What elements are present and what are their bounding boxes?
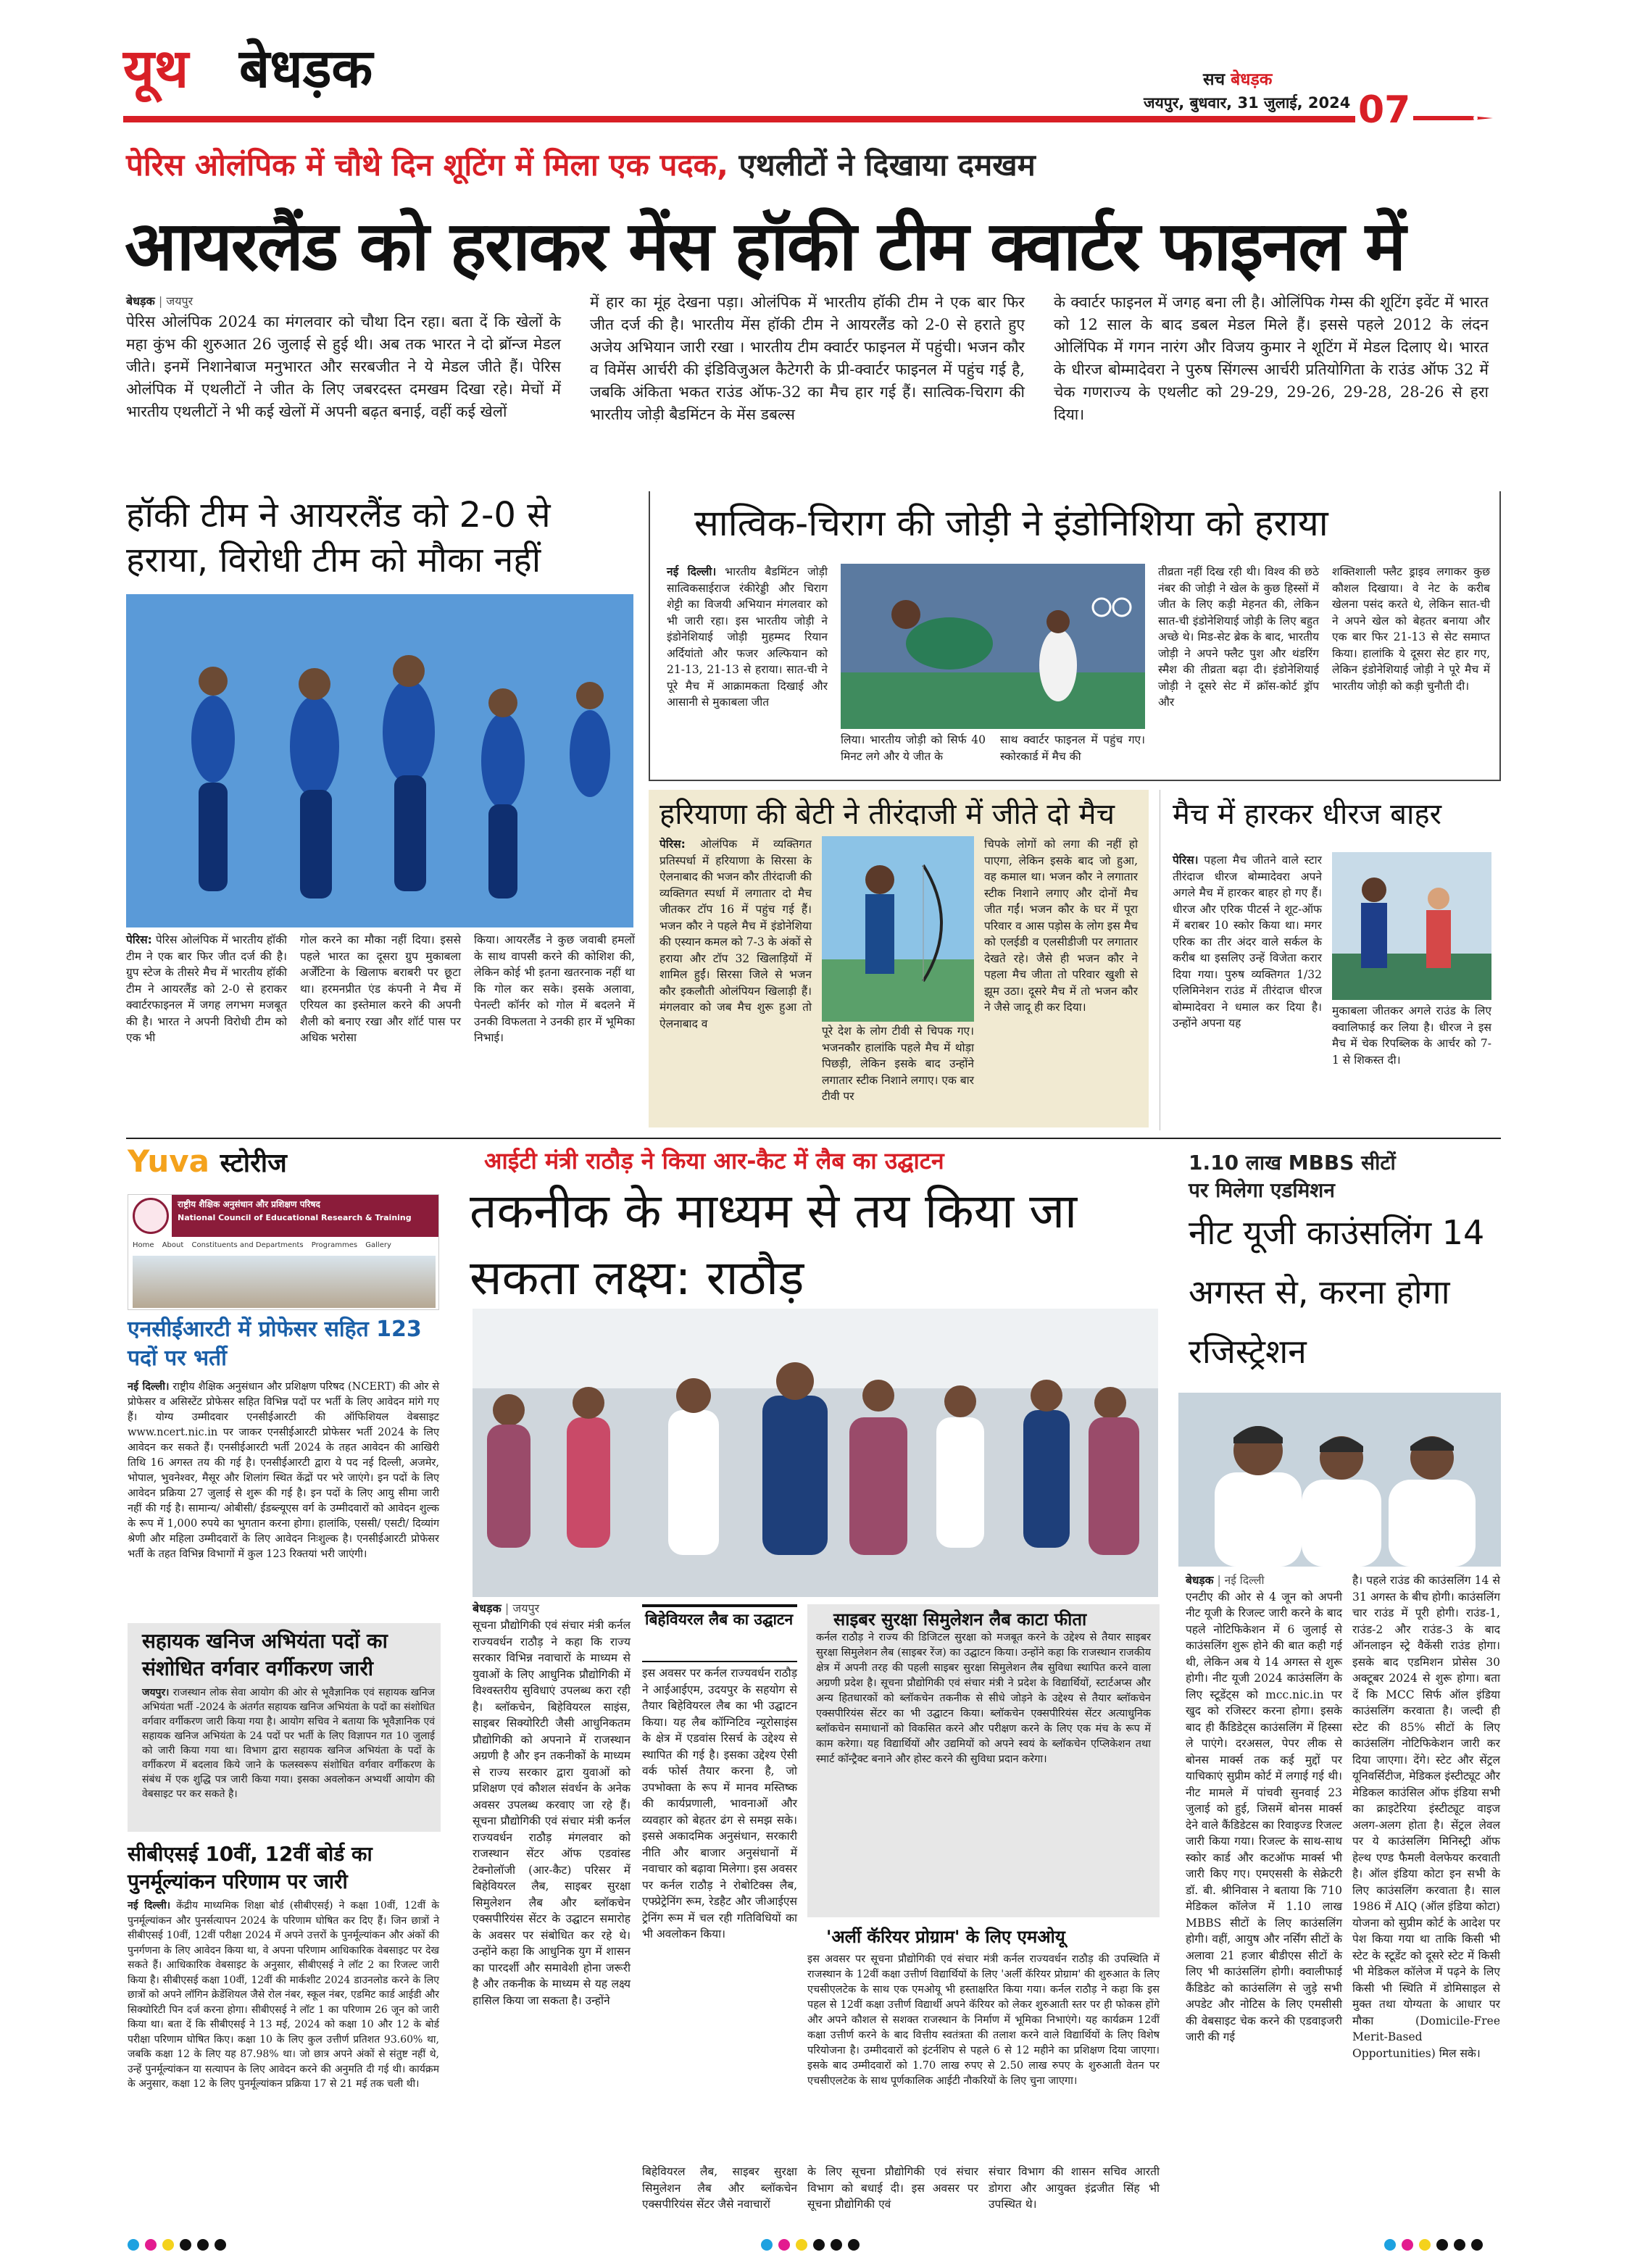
paper-name: सच बेधड़क xyxy=(1203,70,1273,89)
dhiraj-col-2: मुकाबला जीतकर अगले राउंड के लिए क्वालिफाई कर लिया है। धीरज ने इस मैच में चेक रिपब्लिक के आर्चर को 7-1 से शिकस्त दी। xyxy=(1332,1004,1491,1067)
ncert-nav xyxy=(133,1241,437,1249)
hockey-headline: हॉकी टीम ने आयरलैंड को 2-0 से हराया, विरोधी टीम को मौका नहीं xyxy=(126,495,551,580)
color-registration-marks-left xyxy=(128,2239,232,2254)
neet-col-1: बेधड़क | नई दिल्ली एनटीए की ओर से 4 जून को अपनी नीट यूजी के रिजल्ट जारी करने के बाद पहले नोटिफिकेशन में 6 जुलाई से काउंसलिंग शुरू होने की बात कही गई थी, लेकिन अब ये 14 अगस्त से शुरू होगी। नीट यूजी 2024 काउंसलिंग के लिए स्टूडेंट्स को mcc.nic.in पर खुद को रजिस्टर करना होगा। इसके बाद ही कैंडिडेट्स काउंसलिंग में हिस्सा ले पाएंगे। दरअसल, पेपर लीक से बोनस मार्क्स तक कई मुद्दों पर याचिकाएं सुप्रीम कोर्ट में लगाई गई थी। नीट मामले में पांचवी सुनवाई 23 जुलाई को हुई, जिसमें बोनस मार्क्स देने वाले कैंडिडेटस का रिवाइज्ड रिजल्ट जारी किया गया। रिजल्ट के साथ-साथ स्कोर कार्ड और कटऑफ मार्क्स भी जारी किए गए। एमएससी के सेक्रेटरी डॉ. बी. श्रीनिवास ने बताया कि 710 मेडिकल कॉलेज में 1.10 लाख MBBS सीटों के लिए काउंसलिंग होगी। वहीं, आयुष और नर्सिंग सीटों के अलावा 21 हजार बीडीएस सीटों के लिए भी काउंसलिंग होगी। क्वालीफाई कैंडिडेट को काउंसलिंग से जुड़े सभी अपडेट और नोटिस के लिए एमसीसी की वेबसाइट चेक करने की एडवाइजरी जारी की गई xyxy=(1186,1574,1342,2043)
top-story-headline: आयरलैंड को हराकर मेंस हॉकी टीम क्वार्टर फाइनल में xyxy=(125,207,1405,286)
rathore-bottom-3: संचार विभाग की शासन सचिव आरती डोगरा और आयुक्त इंद्रजीत सिंह भी उपस्थित थे। xyxy=(989,2165,1160,2211)
archery-headline: हरियाणा की बेटी ने तीरंदाजी में जीते दो मैच xyxy=(659,798,1115,831)
rathore-bottom-2: के लिए सूचना प्रौद्योगिकी एवं संचार विभाग को बधाई दी। इस अवसर पर सूचना प्रौद्योगिकी एवं xyxy=(807,2165,978,2211)
cyber-title: साइबर सुरक्षा सिमुलेशन लैब काटा फीता xyxy=(833,1609,1087,1630)
dhiraj-headline: मैच में हारकर धीरज बाहर xyxy=(1173,798,1441,831)
ecp-body: इस अवसर पर सूचना प्रौद्योगिकी एवं संचार मंत्री कर्नल राज्यवर्धन राठौड़ की उपस्थिति में राजस्थान के 12वीं कक्षा उत्तीर्ण विद्यार्थियों के लिए 'अर्ली कॅरियर प्रोग्राम' की शुरुआत के लिए एचसीएलटेक के साथ एक एमओयू भी हस्ताक्षरित किया गया। कर्नल राठौड़ ने कहा कि इस पहल से 12वीं कक्षा उत्तीर्ण विद्यार्थी अपने कॅरियर को लेकर शुरुआती स्तर पर ही फोकस होंगे और अपने कौशल से सशक्त राजस्थान के निर्माण में भूमिका निभाएंगे। यह कार्यक्रम 12वीं कक्षा उत्तीर्ण करने के बाद वित्तीय स्वतंत्रता की तलाश करने वाले विद्यार्थियों के लिए विशेष परियोजना है। उम्मीदवारों को इंटर्नशिप से पहले 6 से 12 महीने का प्रशिक्षण दिया जाएगा। इसके बाद उम्मीदवारों को 1.70 लाख रुपए से 2.50 लाख रुपए के शुरुआती वेतन पर एचसीएलटेक के साथ पूर्णकालिक आईटी नौकरियों के लिए चुना जाएगा। xyxy=(807,1954,1160,2087)
ncert-body: नई दिल्ली। राष्ट्रीय शैक्षिक अनुसंधान और प्रशिक्षण परिषद (NCERT) की ओर से प्रोफेसर व असिस्टेंट प्रोफेसर सहित विभिन्न पदों पर भर्ती के लिए आवेदन मांगे गए हैं। योग्य उम्मीदवार एनसीईआरटी की ऑफिशियल वेबसाइट www.ncert.nic.in पर जाकर एनसीईआरटी प्रोफेसर भर्ती 2024 के लिए आवेदन कर सकते हैं। एनसीईआरटी भर्ती 2024 के तहत आवेदन की आखिरी तिथि 16 अगस्त तय की गई है। एनसीईआरटी द्वारा ये पद नई दिल्ली, अजमेर, भोपाल, भुवनेश्वर, मैसूर और शिलांग स्थित केंद्रों पर भरे जाएंगे। इन पदों के लिए आवेदन प्रक्रिया 27 जुलाई से शुरू की गई है। इन पदों के लिए आयु सीमा जारी नहीं की गई है। सामान्य/ ओबीसी/ ईडब्ल्यूएस वर्ग के उम्मीदवारों को आवेदन शुल्क के रूप में 1,000 रुपये का भुगतान करना होगा। हालांकि, एससी/ एसटी/ दिव्यांग श्रेणी और महिला उम्मीदवारों के लिए आवेदन निःशुल्क है। एनसीईआरटी प्रोफेसर भर्ती के तहत विभिन्न विभागों में कुल 123 रिक्तयां भरी जाएंगी। xyxy=(128,1381,440,1560)
badminton-photo xyxy=(841,564,1145,729)
hockey-col-2: गोल करने का मौका नहीं दिया। इससे पहले भारत का दूसरा ग्रुप मुकाबला अर्जेंटिना के खिलाफ बराबरी पर छूटा था। हरमनप्रीत एंड कंपनी ने मैच में एरियल का इस्तेमाल करने की अपनी शैली को बनाए रखा और शॉर्ट पास पर अधिक भरोसा xyxy=(300,933,461,1044)
ncert-nav-about[interactable]: About xyxy=(162,1241,184,1249)
rathore-bottom-1: बिहेवियरल लैब, साइबर सुरक्षा सिमुलेशन लैब और ब्लॉकचेन एक्सपीरियंस सेंटर जैसे नवाचारों xyxy=(642,2165,797,2211)
neet-photo xyxy=(1178,1393,1501,1567)
masthead-rule xyxy=(123,116,1355,122)
badminton-col-5: शक्तिशाली फ्लैट ड्राइव लगाकर कुछ कौशल दिखाया। वे नेट के करीब खेलना पसंद करते थे, लेकिन सात-ची ने अपने खेल को बेहतर बनाया और एक बार फिर 21-13 से सेट समाप्त किया। हालांकि ये दूसरा सेट हार गए, लेकिन इंडोनेशियाई जोड़ी ने पूरे मैच में भारतीय जोड़ी को कड़ी चुनौती दी। xyxy=(1332,565,1490,693)
ncert-title-bar: राष्ट्रीय शैक्षिक अनुसंधान और प्रशिक्षण परिषद National Council of Educational Research & Training xyxy=(172,1195,439,1237)
archery-col-2: पूरे देश के लोग टीवी से चिपक गए। भजनकौर हालांकि पहले मैच में थोड़ा पिछड़ी, लेकिन इसके बाद उन्होंने लगातार स्टीक निशाने लगाए। एक बार टीवी पर xyxy=(822,1025,974,1103)
rathore-kicker: आईटी मंत्री राठौड़ ने किया आर-कैट में लैब का उद्घाटन xyxy=(484,1147,944,1175)
rathore-byline: बेधड़क | जयपुर xyxy=(473,1601,540,1615)
top-story-kicker: पेरिस ओलंपिक में चौथे दिन शूटिंग में मिला एक पदक, एथलीटों ने दिखाया दमखम xyxy=(126,147,1036,183)
top-story-col-2: में हार का मूंह देखना पड़ा। ओलंपिक में भारतीय हॉकी टीम ने एक बार फिर जीत दर्ज की है। भारतीय मेंस हॉकी टीम ने आयरलैंड को 2-0 से हराते हुए अजेय अभियान जारी रखा । भारतीय टीम क्वार्टर फाइनल में पहुंची। भजन कौर व विमेंस आर्चरी की इंडिविजुअल कैटेगरी के प्री-क्वार्टर फाइनल में पहुंच गई है, जबकि अंकिता भकत राउंड ऑफ-32 का मैच हार गई हैं। सात्विक-चिराग की भारतीय जोड़ी बैडमिंटन के मेंस डबल्स xyxy=(590,293,1025,423)
badminton-col-3: साथ क्वार्टर फाइनल में पहुंच गए। स्कोरकार्ड में मैच की xyxy=(1000,733,1145,763)
top-story-col-3: के क्वार्टर फाइनल में जगह बना ली है। ओलिंपिक गेम्स की शूटिंग इवेंट में भारत को 12 साल के बाद डबल मेडल मिले हैं। इससे पहले 2012 के लंदन ओलिंपिक में गगन नारंग और विजय कुमार ने शूटिंग में मेडल दिलाए थे। भारत के धीरज बोम्मादेवरा ने पुरुष सिंगल्स आर्चरी प्रतियोगिता के राउंड ऑफ 32 में चेक गणराज्य के एथलीट को 29-29, 29-26, 29-28, 28-26 से हरा दिया। xyxy=(1054,293,1489,423)
ncert-nav-home[interactable]: Home xyxy=(133,1241,154,1249)
dateline: जयपुर, बुधवार, 31 जुलाई, 2024 xyxy=(1144,94,1351,112)
page-number: 07 xyxy=(1358,88,1411,132)
ecp-title: 'अर्ली कॅरियर प्रोग्राम' के लिए एमओयू xyxy=(826,1927,1065,1947)
ncert-nav-programmes[interactable]: Programmes xyxy=(311,1241,358,1249)
badminton-col-2: लिया। भारतीय जोड़ी को सिर्फ 40 मिनट लगे और ये जीत के xyxy=(841,733,986,763)
badminton-headline: सात्विक-चिराग की जोड़ी ने इंडोनिशिया को हराया xyxy=(694,502,1328,544)
cbse-body: नई दिल्ली। केंद्रीय माध्यमिक शिक्षा बोर्ड (सीबीएसई) ने कक्षा 10वीं, 12वीं के पुनर्मूल्यांकन और पुनर्सत्यापन 2024 के परिणाम घोषित कर दिए हैं। जिन छात्रों ने सीबीएसई 10वीं, 12वीं परीक्षा 2024 में अपने उत्तरों के पुनर्मूल्यांकन और अंकों की पुनर्गणना के लिए आवेदन किया था, वे अपना परिणाम आधिकारिक वेबसाइट पर देख सकते हैं। आधिकारिक वेबसाइट के अनुसार, सीबीएसई ने लॉट 2 का रिजल्ट जारी किया है। सीबीएसई कक्षा 10वीं, 12वीं की मार्कशीट 2024 डाउनलोड करने के लिए छात्रों को अपने लॉगिन क्रेडेंशियल जैसे रोल नंबर, स्कूल नंबर, एडमिट कार्ड आईडी और सिक्योरिटी पिन दर्ज करना होगा। सीबीएसई ने लॉट 1 का परिणाम 26 जून को जारी किया था। बता दें कि सीबीएसई ने 13 मई, 2024 को कक्षा 10 और 12 के बोर्ड परीक्षा परिणाम घोषित किए। कक्षा 10 के लिए कुल उत्तीर्ण प्रतिशत 93.60% था, जबकि कक्षा 12 के लिए यह 87.98% था। जो छात्र अपने अंकों से संतुष्ट नहीं थे, उन्हें पुनर्मूल्यांकन या सत्यापन के लिए आवेदन करने की अनुमति दी गई थी। कार्यक्रम के अनुसार, कक्षा 12 के लिए पुनर्मूल्यांकन प्रक्रिया 17 से 21 मई तक चली थी। xyxy=(128,1900,439,2090)
top-story-col-1: बेधड़क | जयपुर पेरिस ओलंपिक 2024 का मंगलवार को चौथा दिन रहा। बता दें कि खेलों के महा कुंभ की शुरुआत 26 जुलाई से हुई थी। अब तक भारत ने दो ब्रॉन्ज मेडल जीते। इनमें निशानेबाज मनुभारत और सरबजीत ने ये मेडल जीते हैं। पेरिस ओलंपिक में एथलीटों ने जीत के लिए जबरदस्त दमखम दिखा रहे। मेचों में भारतीय एथलीटों ने भी कई खेलों में अपनी बढ़त बनाई, वहीं कई खेलों xyxy=(126,294,561,420)
cyber-body: कर्नल राठौड़ ने राज्य की डिजिटल सुरक्षा को मजबूत करने के उद्देश्य से तैयार साइबर सुरक्षा सिमुलेशन लैब (साइबर रेंज) का उद्घाटन किया। उन्होंने कहा कि राजस्थान राजकीय क्षेत्र में अपनी तरह की पहली साइबर सुरक्षा सिमुलेशन लैब सुविधा स्थापित करने वाला अग्रणी प्रदेश है। सूचना प्रौद्योगिकी एवं संचार मंत्री ने प्रदेश के विद्यार्थियों, स्टार्टअप्स और अन्य हितधारकों को ब्लॉकचेन तकनीक से सीधे जोड़ने के उद्देश्य से तैयार ब्लॉकचेन एक्सपीरियंस सेंटर का भी उद्घाटन किया। ब्लॉकचेन एक्सपीरियंस सेंटर अत्याधुनिक ब्लॉकचेन समाधानों को विकसित करने और परीक्षण करने के लिए एक मंच के रूप में काम करेगा। यह विद्यार्थियों और उद्यमियों को अपने स्वयं के ब्लॉकचेन एप्लिकेशन तथा स्मार्ट कॉन्ट्रैक्ट बनाने और होस्ट करने की सुविधा प्रदान करेगा। xyxy=(816,1632,1151,1765)
pen-nib-icon xyxy=(1413,109,1493,128)
ncert-screenshot xyxy=(128,1194,439,1310)
neet-kicker: 1.10 लाख MBBS सीटों पर मिलेगा एडमिशन xyxy=(1189,1151,1396,1202)
ncert-nav-departments[interactable]: Constituents and Departments xyxy=(191,1241,304,1249)
archery-col-1: पेरिस: ओलंपिक में व्यक्तिगत प्रतिस्पर्धा में हरियाणा के सिरसा के ऐलनाबाद की भजन कौर तीरंदाजी की व्यक्तिगत स्पर्धा में लगातार दो मैच जीतकर टॉप 16 में पहुंच गई हैं। भजन कौर ने पहले मैच में इंडोनेशिया की एस्यान कमल को 7-3 के अंकों से हराया और टॉप 32 खिलाड़ियों में शामिल हुईं। सिरसा जिले से भजन कौर इकलौती ओलंपियन खिलाड़ी हैं। मंगलवार को जब मैच शुरू हुआ तो ऐलनाबाद व xyxy=(659,838,812,1030)
ncert-headline: एनसीईआरटी में प्रोफेसर सहित 123 पदों पर भर्ती xyxy=(128,1317,422,1371)
color-registration-marks-center xyxy=(761,2239,865,2254)
ncert-logo xyxy=(133,1198,169,1234)
ncert-nav-gallery[interactable]: Gallery xyxy=(365,1241,391,1249)
hockey-photo xyxy=(126,594,633,927)
ncert-building-image xyxy=(133,1256,436,1308)
rathore-photo xyxy=(473,1309,1158,1597)
rathore-col-2: इस अवसर पर कर्नल राज्यवर्धन राठौड़ ने आईआईएम, उदयपुर के सहयोग से तैयार बिहेवियरल लैब का भी उद्घाटन किया। यह लैब कॉग्निटिव न्यूरोसाइंस के क्षेत्र में एडवांस रिसर्च के उद्देश्य से स्थापित की गई है। इसका उद्देश्य ऐसी वर्क फोर्स तैयार करना है, जो उपभोक्ता के रूप में मानव मस्तिष्क की कार्यप्रणाली, भावनाओं और व्यवहार को बेहतर ढंग से समझ सके। इससे अकादमिक अनुसंधान, सरकारी नीति और बाजार अनुसंधानों में नवाचार को बढ़ावा मिलेगा। इस अवसर पर कर्नल राठौड़ ने रोबोटिक्स लैब, एफ्प्रेट्रेनिंग रूम, रेडहैट और जीआईएस ट्रेनिंग रूम में चल रही गतिविधियों का भी अवलोकन किया। xyxy=(642,1667,797,1940)
rathore-headline: तकनीक के माध्यम से तय किया जा सकता लक्ष्य: राठौड़ xyxy=(470,1183,1078,1306)
archery-col-3: चिपके लोगों को लगा की नहीं हो पाएगा, लेकिन इसके बाद जो हुआ, वह कमाल था। भजन कौर ने लगातार स्टीक निशाने लगाए और दोनों मैच जीत गईं। भजन कौर के घर में पूरा परिवार व आस पड़ोस के लोग इस मैच को एलईडी व एलसीडीजी पर लगातार देखते रहे। जैसे ही भजन कौर ने पहला मैच जीता तो परिवार खुशी से झूम उठा। दूसरे मैच में तो भजन कौर ने जैसे जादू ही कर दिया। xyxy=(984,838,1138,1014)
badminton-col-1: नई दिल्ली। भारतीय बैडमिंटन जोड़ी सात्विकसाईराज रंकीरेड्डी और चिराग शेट्टी का विजयी अभियान मंगलवार को भी जारी रहा। इस भारतीय जोड़ी ने इंडोनेशियाई जोड़ी मुहम्मद रियान अर्दियांतो और फजर अल्फियान को 21-13, 21-13 से हराया। सात-ची ने पूरे मैच में आक्रामकता दिखाई और आसानी से मुकाबला जीत xyxy=(667,565,828,709)
section-title-dark: बेधड़क xyxy=(239,38,373,100)
dhiraj-photo xyxy=(1332,852,1491,1000)
rathore-col-2-title: बिहेवियरल लैब का उद्घाटन xyxy=(645,1611,794,1628)
section-divider xyxy=(126,1138,1501,1139)
hockey-col-3: किया। आयरलैंड ने कुछ जवाबी हमलों के साथ वापसी करने की कोशिश की, लेकिन कोई भी इतना खतरनाक नहीं था कि गोल कर सके। इसके अलावा, पेनल्टी कॉर्नर को गोल में बदलने में उनकी विफलता ने उनकी हार में भूमिका निभाई। xyxy=(474,933,635,1044)
cbse-headline: सीबीएसई 10वीं, 12वीं बोर्ड का पुनर्मूल्यांकन परिणाम पर जारी xyxy=(128,1842,373,1893)
yuva-label: Yuva स्टोरीज xyxy=(128,1143,287,1179)
neet-col-2: है। पहले राउंड की काउंसलिंग 14 से 31 अगस्त के बीच होगी। काउंसलिंग चार राउंड में पूरी होगी। राउंड-1, राउंड-2 और राउंड-3 के बाद ऑनलाइन स्ट्रे वैकेंसी राउंड होगा। इसके बाद एडमिशन प्रोसेस 30 अक्टूबर 2024 से शुरू होगा। बता दें कि MCC सिर्फ ऑल इंडिया काउंसलिंग करवाता है। जल्दी ही स्टेट की 85% सीटों के लिए काउंसलिंग नोटिफिकेशन जारी कर दिया जाएगा। देंगे। स्टेट और सेंट्रल यूनिवर्सिटीज, मेडिकल इंस्टीट्यूट और मेडिकल काउंसिल ऑफ इंडिया सभी का क्राइटेरिया इंस्टीट्यूट वाइज अलग-अलग होता है। सेंट्रल लेवल पर ये काउंसलिंग मिनिस्ट्री ऑफ हेल्थ एण्ड फैमली वेलफेयर करवाती है। ऑल इंडिया कोटा इन सभी के लिए काउंसलिंग करवाता है। साल 1986 में AIQ (ऑल इंडिया कोटा) योजना को सुप्रीम कोर्ट के आदेश पर पेश किया गया था ताकि किसी भी स्टेट के स्टूडेंट को दूसरे स्टेट में किसी भी मेडिकल कॉलेज में पढ़ने के लिए किसी भी स्थिति में डोमिसाइल से मुक्त तथा योग्यता के आधार पर मौका (Domicile-Free Merit-Based Opportunities) मिल सके। xyxy=(1352,1574,1500,2060)
rathore-col-1: सूचना प्रौद्योगिकी एवं संचार मंत्री कर्नल राज्यवर्धन राठौड़ ने कहा कि राज्य सरकार विभिन्न नवाचारों के माध्यम से युवाओं के लिए आधुनिक प्रौद्योगिकी में विश्वस्तरीय सुविधाएं उपलब्ध करा रही है। ब्लॉकचेन, बिहेवियरल साइंस, साइबर सिक्योरिटी जैसी आधुनिकतम प्रौद्योगिकी को अपनाने में राजस्थान अग्रणी है और इन तकनीकों के माध्यम से राज्य सरकार द्वारा युवाओं को प्रशिक्षण एवं कौशल संवर्धन के अनेक अवसर उपलब्ध करवाए जा रहे हैं। सूचना प्रौद्योगिकी एवं संचार मंत्री कर्नल राज्यवर्धन राठौड़ मंगलवार को राजस्थान सेंटर ऑफ एडवांस्ड टेक्नोलॉजी (आर-कैट) परिसर में बिहेवियरल लैब, साइबर सुरक्षा सिमुलेशन लैब और ब्लॉकचेन एक्सपीरियंस सेंटर के उद्घाटन समारोह के अवसर पर संबोधित कर रहे थे। उन्होंने कहा कि आधुनिक युग में शासन का पारदर्शी और समावेशी होना जरूरी है और तकनीक के माध्यम से यह लक्ष्य हासिल किया जा सकता है। उन्होंने xyxy=(473,1619,631,2007)
khanij-headline: सहायक खनिज अभियंता पदों का संशोधित वर्गवार वर्गीकरण जारी xyxy=(142,1629,388,1680)
color-registration-marks-right xyxy=(1384,2239,1489,2254)
neet-headline: नीट यूजी काउंसलिंग 14 अगस्त से, करना होगा रजिस्ट्रेशन xyxy=(1189,1213,1485,1371)
khanij-body: जयपुर। राजस्थान लोक सेवा आयोग की ओर से भूवैज्ञानिक एवं सहायक खनिज अभियंता भर्ती -2024 के अंतर्गत सहायक खनिज अभियंता के पदों का संशोधित वर्गवार वर्गीकरण जारी किया गया है। आयोग सचिव ने बताया कि भूवैज्ञानिक एवं सहायक खनिज अभियंता के 24 पदों पर भर्ती के लिए विज्ञापन गत 10 जुलाई को जारी किया गया था। विभाग द्वारा सहायक खनिज अभियंता के पदों के वर्गीकरण में बदलाव किये जाने के फलस्वरूप संशोधित वर्गवार वर्गीकरण के संबंध में एक शुद्धि पत्र जारी किया गया। इसका अवलोकन अभ्यर्थी आयोग की वेबसाइट पर कर सकते है। xyxy=(142,1687,435,1800)
hockey-col-1: पेरिस: पेरिस ओलंपिक में भारतीय हॉकी टीम ने एक बार फिर जीत दर्ज की है। ग्रुप स्टेज के तीसरे मैच में भारतीय हॉकी टीम ने आयरलैंड को 2-0 से हराकर क्वार्टरफाइनल में जगह लगभग मजबूत की है। भारत ने अपनी विरोधी टीम को एक भी xyxy=(126,933,287,1044)
dhiraj-col-1: पेरिस। पहला मैच जीतने वाले स्टार तीरंदाज धीरज बोम्मादेवरा अपने अगले मैच में हारकर बाहर हो गए हैं। धीरज और एरिक पीटर्स ने शूट-ऑफ में बराबर 10 स्कोर किया था। मगर एरिक का तीर अंदर वाले सर्कल के करीब था इसलिए उन्हें विजेता करार दिया गया। पुरुष व्यक्तिगत 1/32 एलिमिनेशन राउंड में तीरंदाज धीरज बोम्मादेवरा ने धमाल कर दिया है। उन्होंने अपना यह xyxy=(1173,854,1322,1030)
archery-photo xyxy=(822,836,974,1022)
badminton-col-4: तीव्रता नहीं दिख रही थी। विश्व की छठे नंबर की जोड़ी ने खेल के कुछ हिस्सों में जीत के लिए कड़ी मेहनत की, लेकिन सात-ची इंडोनेशियाई जोड़ी के लिए बहुत अच्छे थे। मिड-सेट ब्रेक के बाद, भारतीय जोड़ी ने अपने फ्लैट पुश और थंडरिंग स्मैश की तीव्रता बढ़ा दी। इंडोनेशियाई जोड़ी ने दूसरे सेट में क्रॉस-कोर्ट ड्रॉप और xyxy=(1158,565,1319,709)
section-title-red: यूथ xyxy=(123,38,189,100)
